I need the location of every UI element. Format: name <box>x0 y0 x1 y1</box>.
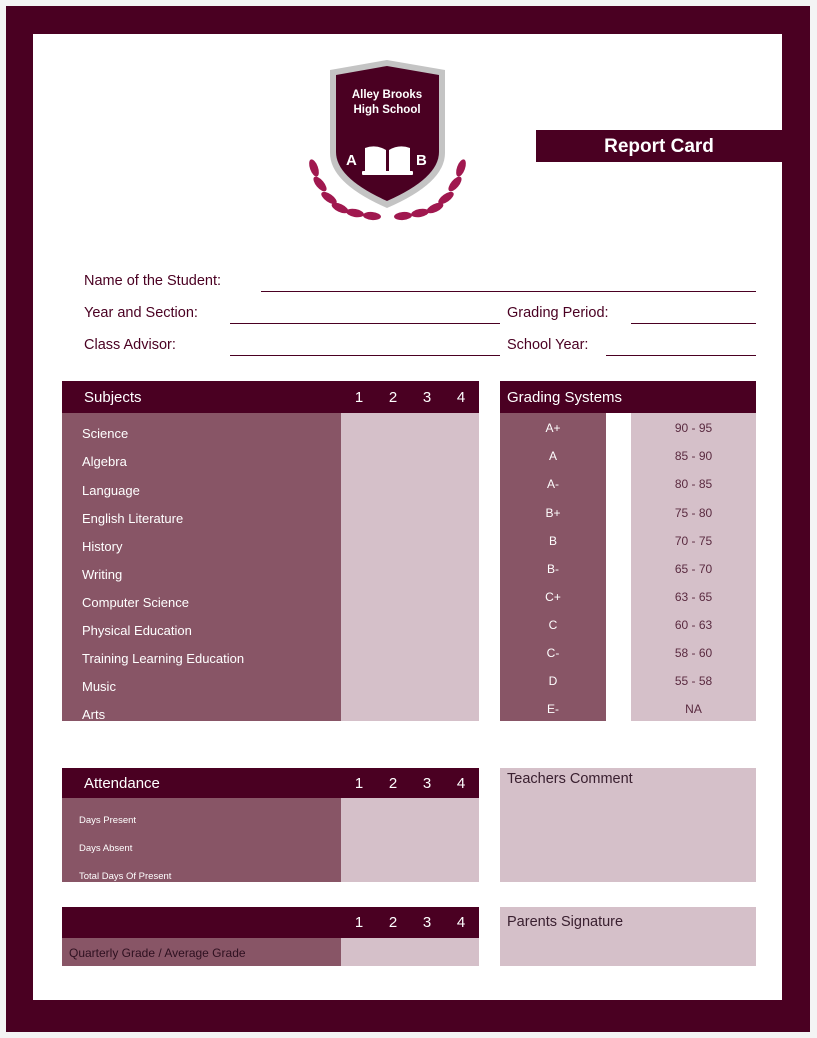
quarter-1: 1 <box>354 775 364 792</box>
grade-range: 60 - 63 <box>674 618 713 632</box>
grade-range: NA <box>685 702 702 716</box>
school-year-label: School Year: <box>507 337 589 353</box>
quarter-4: 4 <box>456 775 466 792</box>
grade-letter: A <box>548 449 557 463</box>
subject-item: Physical Education <box>82 623 192 638</box>
grade-summary-values-panel[interactable] <box>341 938 479 966</box>
grade-range: 85 - 90 <box>674 449 713 463</box>
subject-item: History <box>82 539 123 554</box>
grading-systems-label: Grading Systems <box>507 389 623 406</box>
subjects-header-label: Subjects <box>84 389 142 406</box>
subjects-header <box>62 381 479 413</box>
class-advisor-label: Class Advisor: <box>84 337 176 353</box>
grade-range: 75 - 80 <box>674 506 713 520</box>
year-section-label: Year and Section: <box>84 305 198 321</box>
quarter-3: 3 <box>422 389 432 406</box>
subject-item: Algebra <box>82 454 127 469</box>
subjects-quarter-headers <box>346 389 466 407</box>
parents-signature-label: Parents Signature <box>507 914 624 930</box>
school-crest-icon <box>300 58 475 228</box>
subject-item: Language <box>82 483 140 498</box>
grading-period-line[interactable] <box>631 323 756 324</box>
grade-letter: A+ <box>545 421 561 435</box>
attendance-row-label: Total Days Of Present <box>79 871 172 882</box>
class-advisor-line[interactable] <box>230 355 500 356</box>
grade-range: 70 - 75 <box>674 534 713 548</box>
quarter-1: 1 <box>354 389 364 406</box>
grade-range: 58 - 60 <box>674 646 713 660</box>
subject-item: Writing <box>82 567 123 582</box>
attendance-header <box>62 768 479 798</box>
grade-letter: C <box>548 618 558 632</box>
report-card-title: Report Card <box>536 130 782 162</box>
attendance-quarter-headers <box>346 775 466 793</box>
attendance-header-label: Attendance <box>84 775 160 792</box>
crest-initial-left: A <box>346 152 357 169</box>
attendance-values-panel[interactable] <box>341 798 479 882</box>
quarter-3: 3 <box>422 775 432 792</box>
crest-initial-right: B <box>416 152 427 169</box>
quarter-2: 2 <box>388 914 398 931</box>
quarterly-grade-label: Quarterly Grade / Average Grade <box>69 946 246 960</box>
quarter-3: 3 <box>422 914 432 931</box>
grade-range: 63 - 65 <box>674 590 713 604</box>
grade-summary-header <box>62 907 479 938</box>
quarter-4: 4 <box>456 389 466 406</box>
subject-item: Science <box>82 426 129 441</box>
school-name <box>336 88 438 118</box>
school-name-line1: Alley Brooks <box>351 89 423 101</box>
grade-range: 90 - 95 <box>674 421 713 435</box>
student-name-label: Name of the Student: <box>84 273 222 289</box>
school-year-line[interactable] <box>606 355 756 356</box>
attendance-row-label: Days Absent <box>79 843 133 854</box>
grading-period-label: Grading Period: <box>507 305 609 321</box>
year-section-line[interactable] <box>230 323 500 324</box>
grade-letter: E- <box>547 702 559 716</box>
grade-letter: C- <box>546 646 560 660</box>
grade-letter: B- <box>547 562 559 576</box>
subject-item: Computer Science <box>82 595 189 610</box>
subject-item: Music <box>82 679 116 694</box>
subject-item: Training Learning Education <box>82 651 245 666</box>
school-name-line2: High School <box>353 104 421 116</box>
grade-letter: A- <box>547 477 559 491</box>
quarter-4: 4 <box>456 914 466 931</box>
quarter-2: 2 <box>388 389 398 406</box>
subject-item: Arts <box>82 707 106 721</box>
student-name-line[interactable] <box>261 291 756 292</box>
subject-item: English Literature <box>82 511 184 526</box>
attendance-labels-panel <box>62 798 341 882</box>
quarter-2: 2 <box>388 775 398 792</box>
grade-range: 55 - 58 <box>674 674 713 688</box>
grade-letter: D <box>548 674 558 688</box>
grade-letter: B+ <box>545 506 561 520</box>
grading-systems-header <box>500 381 756 413</box>
grade-range: 65 - 70 <box>674 562 713 576</box>
summary-quarter-headers <box>346 914 466 932</box>
attendance-row-label: Days Present <box>79 815 137 826</box>
grade-letter: C+ <box>545 590 561 604</box>
teachers-comment-label: Teachers Comment <box>507 771 633 787</box>
grade-letter: B <box>548 534 557 548</box>
quarter-1: 1 <box>354 914 364 931</box>
grade-range: 80 - 85 <box>674 477 713 491</box>
subjects-grades-panel[interactable] <box>341 413 479 721</box>
